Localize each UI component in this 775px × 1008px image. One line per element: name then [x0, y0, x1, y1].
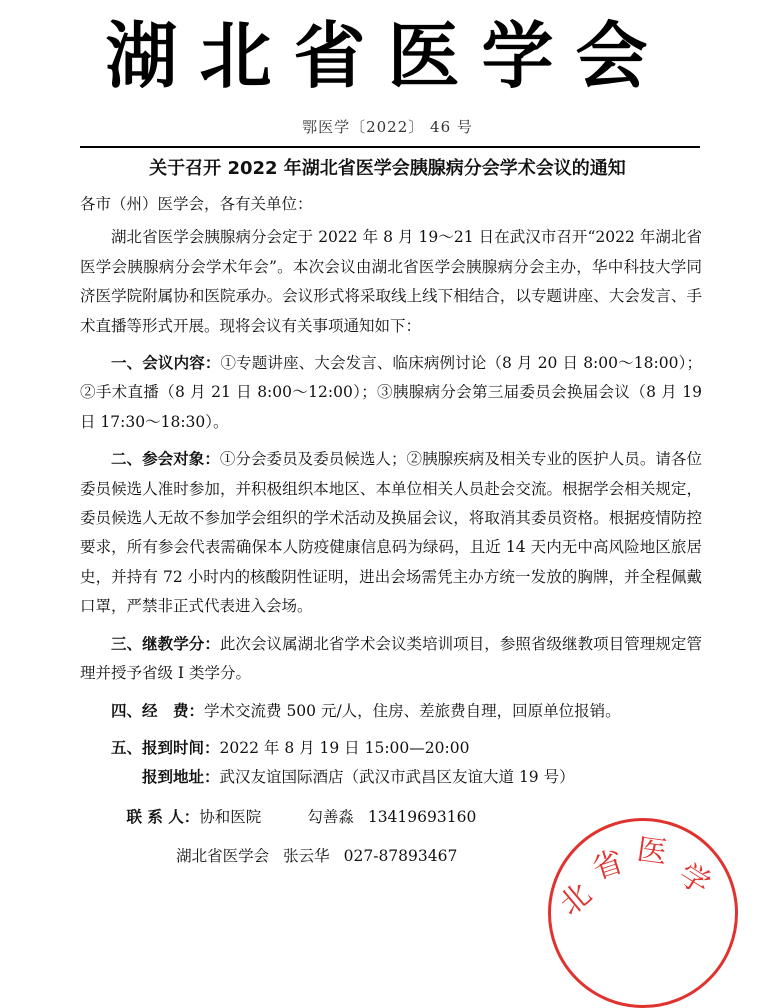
section-meeting-content: [80, 349, 702, 437]
contact-phone: 027-87893467: [343, 847, 458, 866]
contact-heading: 联 系 人：: [126, 807, 200, 826]
section-heading: 二、参会对象：: [111, 450, 220, 469]
notice-title: 关于召开 2022 年湖北省医学会胰腺病分会学术会议的通知: [149, 158, 626, 179]
section-text: ①分会委员及委员候选人；②胰腺疾病及相关专业的医护人员。请各位委员候选人准时参加，并积极组织本地区、本单位相关人员赴会交流。根据学会相关规定，委员候选人无故不参加学会组织的学术活动及换届会议，将取消其委员资格。根据疫情防控要求，所有参会代表需确保本人防疫健康信息码为绿码，且近 14 天内无中高风险地区旅居史，并持有 72 小时内的核酸阴性证明，进出会场需凭主办方统一发放的胸牌，并全程佩戴口罩，严禁非正式代表进入会场。: [80, 450, 702, 616]
contact-name: 勾善淼: [307, 807, 354, 826]
registration-address: [80, 763, 702, 792]
section-heading: 三、继教学分：: [111, 634, 220, 653]
contact-org: 协和医院: [199, 807, 262, 826]
registration-address-heading: 报到地址：: [142, 768, 220, 787]
document-number: 鄂医学〔2022〕 46 号: [302, 118, 473, 136]
section-heading: 四、经 费：: [111, 701, 205, 720]
section-text: ①专题讲座、大会发言、临床病例讨论（8 月 20 日 8:00～18:00）；②手术直播（8 月 21 日 8:00～12:00）；③胰腺病分会第三届委员会换届会议（8 月 19 日 17:30～18:30）。: [80, 354, 702, 431]
contact-org: 湖北省医学会: [176, 847, 270, 866]
registration-time-heading: 五、报到时间：: [111, 738, 220, 757]
section-credits: [80, 630, 702, 689]
section-text: 此次会议属湖北省学术会议类培训项目，参照省级继教项目管理规定管理并授予省级 I 类学分。: [80, 634, 702, 683]
notice-body: [80, 190, 702, 872]
registration-time-value: 2022 年 8 月 19 日 15:00—20:00: [219, 738, 470, 757]
seal-char: 北: [552, 876, 599, 923]
section-attendees: [80, 445, 702, 621]
section-text: 学术交流费 500 元/人，住房、差旅费自理，回原单位报销。: [204, 701, 621, 720]
registration-time: [80, 734, 702, 763]
seal-char: 省: [588, 844, 628, 887]
contact-name: 张云华: [283, 847, 330, 866]
section-heading: 一、会议内容：: [111, 354, 221, 373]
org-title: 湖北省医学会: [105, 13, 670, 98]
official-seal: [548, 818, 738, 1008]
section-fees: [80, 697, 702, 726]
header-divider: [80, 146, 700, 148]
seal-char: 医: [634, 832, 670, 871]
registration-address-value: 武汉友谊国际酒店（武汉市武昌区友谊大道 19 号）: [219, 768, 575, 787]
seal-char: 学: [672, 856, 717, 903]
salutation: 各市（州）医学会，各有关单位：: [80, 195, 313, 213]
contact-phone: 13419693160: [367, 807, 477, 826]
intro-paragraph: 湖北省医学会胰腺病分会定于 2022 年 8 月 19～21 日在武汉市召开“2022 年湖北省医学会胰腺病分会学术年会”。本次会议由湖北省医学会胰腺病分会主办，华中科技大学同济医学院附属协和医院承办。会议形式将采取线上线下相结合，以专题讲座、大会发言、手术直播等形式开展。现将会议有关事项通知如下：: [80, 228, 702, 335]
